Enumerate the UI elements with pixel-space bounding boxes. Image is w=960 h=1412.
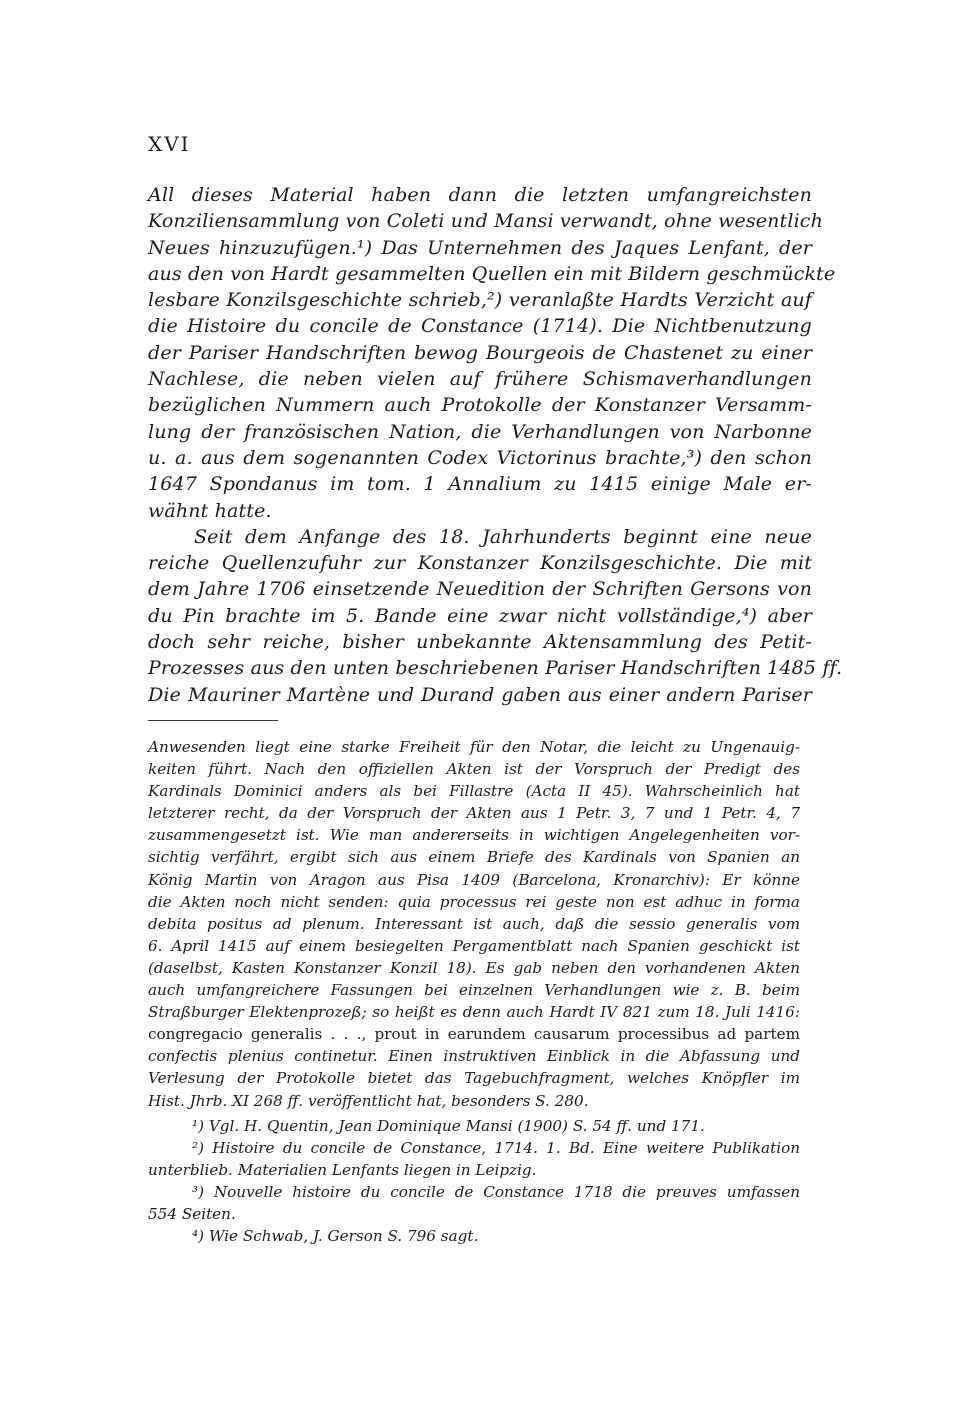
- text-line: u. a. aus dem sogenannten Codex Victorinus brachte,³) den schon: [148, 446, 812, 469]
- text-line: 1647 Spondanus im tom. 1 Annalium zu 1415 einige Male er-: [148, 473, 812, 496]
- text-line: reiche Quellenzufuhr zur Konstanzer Konzilsgeschichte. Die mit: [148, 552, 812, 575]
- footnotes: [148, 736, 800, 1247]
- footnote-line: Kardinals Dominici anders als bei Fillastre (Acta II 45). Wahrscheinlich hat: [148, 782, 800, 801]
- footnote-line: Straßburger Elektenprozeß; so heißt es denn auch Hardt IV 821 zum 18. Juli 1416:: [148, 1003, 800, 1022]
- footnote-line: Verlesung der Protokolle bietet das Tagebuchfragment, welches Knöpfler im: [148, 1069, 800, 1088]
- text-line: die Histoire du concile de Constance (1714). Die Nichtbenutzung: [148, 315, 812, 338]
- footnote-2-cont: unterblieb. Materialien Lenfants liegen in Leipzig.: [148, 1160, 537, 1179]
- footnote-line: debita positus ad plenum. Interessant ist auch, daß die sessio generalis vom: [148, 914, 800, 933]
- footnote-line: sichtig verfährt, ergibt sich aus einem Briefe des Kardinals von Spanien an: [148, 848, 800, 867]
- footnote-line: keiten führt. Nach den offiziellen Akten ist der Vorspruch der Predigt des: [148, 760, 800, 779]
- footnote-line: auch umfangreichere Fassungen bei einzelnen Verhandlungen wie z. B. beim: [148, 981, 800, 1000]
- text-line: lesbare Konzilsgeschichte schrieb,²) veranlaßte Hardts Verzicht auf: [148, 289, 812, 312]
- footnote-1: ¹) Vgl. H. Quentin, Jean Dominique Mansi (1900) S. 54 ff. und 171.: [192, 1116, 705, 1135]
- footnote-3-cont: 554 Seiten.: [148, 1204, 236, 1223]
- footnote-4: ⁴) Wie Schwab, J. Gerson S. 796 sagt.: [192, 1227, 479, 1246]
- text-line: bezüglichen Nummern auch Protokolle der Konstanzer Versamm-: [148, 394, 812, 417]
- footnote-line: confectis plenius continetur. Einen instruktiven Einblick in die Abfassung und: [148, 1047, 800, 1066]
- text-line: Prozesses aus den unten beschriebenen Pariser Handschriften 1485 ff.: [148, 657, 843, 680]
- text-line: wähnt hatte.: [148, 499, 272, 522]
- footnote-line: 6. April 1415 auf einem besiegelten Pergamentblatt nach Spanien geschickt ist: [148, 936, 800, 955]
- footnote-line: (daselbst, Kasten Konstanzer Konzil 18). Es gab neben den vorhandenen Akten: [148, 958, 800, 977]
- footnote-2: ²) Histoire du concile de Constance, 1714. 1. Bd. Eine weitere Publikation: [192, 1138, 800, 1157]
- text-line: dem Jahre 1706 einsetzende Neuedition der Schriften Gersons von: [148, 578, 812, 601]
- footnote-line: letzterer recht, da der Vorspruch der Akten aus 1 Petr. 3, 7 und 1 Petr. 4, 7: [148, 804, 800, 823]
- text-line: doch sehr reiche, bisher unbekannte Aktensammlung des Petit-: [148, 631, 812, 654]
- footnote-separator: [148, 720, 278, 721]
- page-number: XVI: [148, 132, 191, 156]
- text-line: lung der französischen Nation, die Verhandlungen von Narbonne: [148, 420, 812, 443]
- text-line: der Pariser Handschriften bewog Bourgeois de Chastenet zu einer: [148, 341, 812, 364]
- text-line: All dieses Material haben dann die letzten umfangreichsten: [148, 184, 812, 206]
- text-line: Die Mauriner Martène und Durand gaben aus einer andern Pariser: [148, 683, 812, 706]
- footnote-line: die Akten noch nicht senden: quia processus rei geste non est adhuc in forma: [148, 892, 800, 911]
- footnote-line: Anwesenden liegt eine starke Freiheit für den Notar, die leicht zu Ungenauig-: [148, 738, 800, 756]
- footnote-3: ³) Nouvelle histoire du concile de Constance 1718 die preuves umfassen: [192, 1182, 800, 1201]
- footnote-line: zusammengesetzt ist. Wie man andererseits in wichtigen Angelegenheiten vor-: [148, 826, 800, 845]
- footnote-line: König Martin von Aragon aus Pisa 1409 (Barcelona, Kronarchiv): Er könne: [148, 870, 800, 889]
- text-line: Konziliensammlung von Coleti und Mansi verwandt, ohne wesentlich: [148, 210, 823, 233]
- footnote-line: congregacio generalis . . ., prout in earundem causarum processibus ad partem: [148, 1025, 800, 1044]
- text-line: Seit dem Anfange des 18. Jahrhunderts beginnt eine neue: [194, 525, 812, 548]
- text-line: aus den von Hardt gesammelten Quellen ein mit Bildern geschmückte: [148, 262, 836, 285]
- text-line: du Pin brachte im 5. Bande eine zwar nicht vollständige,⁴) aber: [148, 604, 812, 627]
- text-line: Nachlese, die neben vielen auf frühere Schismaverhandlungen: [148, 368, 812, 391]
- footnote-line: Hist. Jhrb. XI 268 ff. veröffentlicht hat, besonders S. 280.: [148, 1091, 589, 1110]
- main-text: [148, 182, 843, 708]
- text-line: Neues hinzuzufügen.¹) Das Unternehmen des Jaques Lenfant, der: [148, 236, 812, 259]
